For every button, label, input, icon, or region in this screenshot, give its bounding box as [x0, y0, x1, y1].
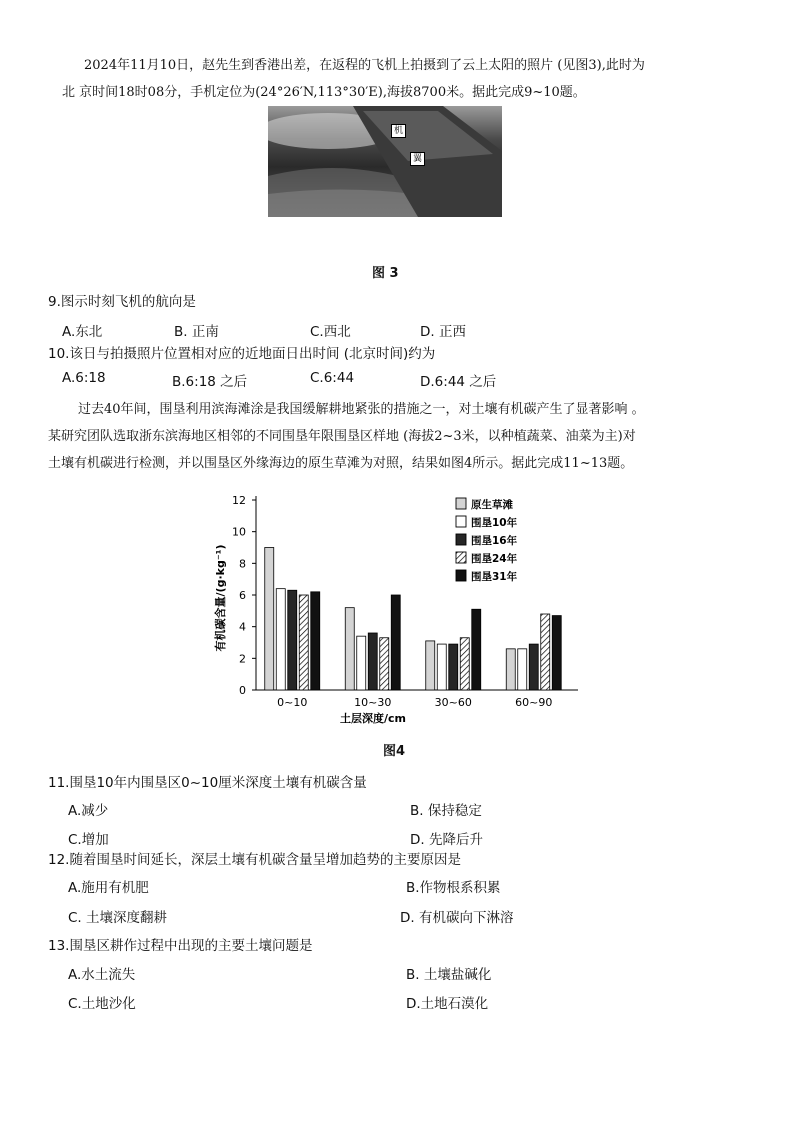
bar: [380, 638, 389, 690]
figure-4-caption: 图4: [383, 744, 406, 759]
bar: [311, 592, 320, 690]
intro-paragraph-2: [48, 396, 748, 477]
q11-option-b[interactable]: B. 保持稳定: [410, 803, 482, 819]
bar: [518, 649, 527, 690]
legend-label: 围垦31年: [471, 571, 518, 583]
bar: [345, 608, 354, 690]
intro-2-line-3: 土壤有机碳进行检测，并以围垦区外缘海边的原生草滩为对照，结果如图4所示。据此完成11~13题。: [48, 456, 634, 471]
q9-option-a[interactable]: A.东北: [62, 324, 103, 340]
q11-option-c[interactable]: C.增加: [68, 832, 109, 848]
airplane-wing-photo: [268, 106, 502, 217]
bar: [460, 638, 469, 690]
legend-swatch: [456, 534, 466, 545]
bar: [472, 609, 481, 690]
legend-swatch: [456, 498, 466, 509]
bar: [449, 644, 458, 690]
legend-label: 围垦10年: [471, 517, 518, 529]
x-tick-label: 60~90: [515, 696, 553, 709]
q9-option-c[interactable]: C.西北: [310, 324, 351, 340]
q13-option-c[interactable]: C.土地沙化: [68, 996, 136, 1012]
bar: [552, 616, 561, 690]
bar: [357, 636, 366, 690]
q11-option-d[interactable]: D. 先降后升: [410, 832, 483, 848]
wing-tag-1: 机: [391, 124, 406, 138]
q9-option-d[interactable]: D. 正西: [420, 324, 466, 340]
bar: [265, 548, 274, 691]
intro-paragraph-1: [48, 52, 748, 106]
bar: [541, 614, 550, 690]
legend-label: 原生草滩: [471, 499, 513, 511]
y-tick-label: 10: [232, 525, 246, 539]
q13-option-a[interactable]: A.水土流失: [68, 967, 136, 983]
y-tick-label: 6: [239, 589, 246, 602]
bar: [506, 649, 515, 690]
soil-carbon-bar-chart: [208, 490, 608, 728]
q13-option-d[interactable]: D.土地石漠化: [406, 996, 489, 1012]
x-tick-label: 10~30: [354, 696, 392, 709]
question-10-stem: 10.该日与拍摄照片位置相对应的近地面日出时间 (北京时间)约为: [48, 346, 436, 362]
intro-1-line-2: 北 京时间18时08分，手机定位为(24°26′N,113°30′E),海拔8700米。据此完成9~10题。: [62, 85, 586, 100]
q12-option-a[interactable]: A.施用有机肥: [68, 880, 149, 896]
intro-2-line-1: 过去40年间，围垦利用滨海滩涂是我国缓解耕地紧张的措施之一，对土壤有机碳产生了显著影响 。: [78, 402, 645, 417]
q10-option-d[interactable]: D.6:44 之后: [420, 374, 497, 390]
chart-x-axis-label: 土层深度/cm: [340, 712, 406, 725]
q12-option-c[interactable]: C. 土壤深度翻耕: [68, 910, 168, 926]
question-12-stem: 12.随着围垦时间延长，深层土壤有机碳含量呈增加趋势的主要原因是: [48, 852, 461, 868]
question-9-stem: 9.图示时刻飞机的航向是: [48, 294, 196, 310]
legend-label: 围垦16年: [471, 535, 518, 547]
photo-drawing: [268, 106, 502, 217]
q9-option-b[interactable]: B. 正南: [174, 324, 219, 340]
q10-option-a[interactable]: A.6:18: [62, 370, 106, 386]
wing-tag-2: 翼: [410, 152, 425, 166]
question-11-stem: 11.围垦10年内围垦区0~10厘米深度土壤有机碳含量: [48, 775, 367, 791]
y-tick-label: 2: [239, 652, 246, 666]
y-tick-label: 4: [239, 620, 246, 634]
figure-3-caption: 图 3: [372, 266, 399, 281]
legend-swatch: [456, 570, 466, 581]
bar: [368, 633, 377, 690]
bar: [276, 589, 285, 690]
y-tick-label: 0: [239, 684, 246, 697]
legend-swatch: [456, 516, 466, 527]
legend-label: 围垦24年: [471, 553, 518, 565]
bar: [437, 644, 446, 690]
bar: [391, 595, 400, 690]
bar: [529, 644, 538, 690]
q12-option-b[interactable]: B.作物根系积累: [406, 880, 501, 896]
q10-option-b[interactable]: B.6:18 之后: [172, 374, 248, 390]
q10-option-c[interactable]: C.6:44: [310, 370, 355, 386]
intro-1-line-1: 2024年11月10日，赵先生到香港出差，在返程的飞机上拍摄到了云上太阳的照片 (见图3),此时为: [84, 58, 645, 73]
x-tick-label: 30~60: [434, 696, 472, 709]
bar: [299, 595, 308, 690]
question-13-stem: 13.围垦区耕作过程中出现的主要土壤问题是: [48, 938, 313, 954]
bar: [288, 590, 297, 690]
q12-option-d[interactable]: D. 有机碳向下淋溶: [400, 910, 514, 926]
chart-y-axis-label: 有机碳含量/(g·kg⁻¹): [214, 544, 227, 652]
bar: [426, 641, 435, 690]
y-tick-label: 12: [232, 494, 246, 507]
q11-option-a[interactable]: A.减少: [68, 803, 109, 819]
x-tick-label: 0~10: [277, 696, 308, 709]
intro-2-line-2: 某研究团队选取浙东滨海地区相邻的不同围垦年限围垦区样地 (海拔2~3米，以种植蔬菜、油菜为主)对: [48, 429, 636, 444]
y-tick-label: 8: [239, 557, 246, 571]
legend-swatch: [456, 552, 466, 563]
q13-option-b[interactable]: B. 土壤盐碱化: [406, 967, 492, 983]
